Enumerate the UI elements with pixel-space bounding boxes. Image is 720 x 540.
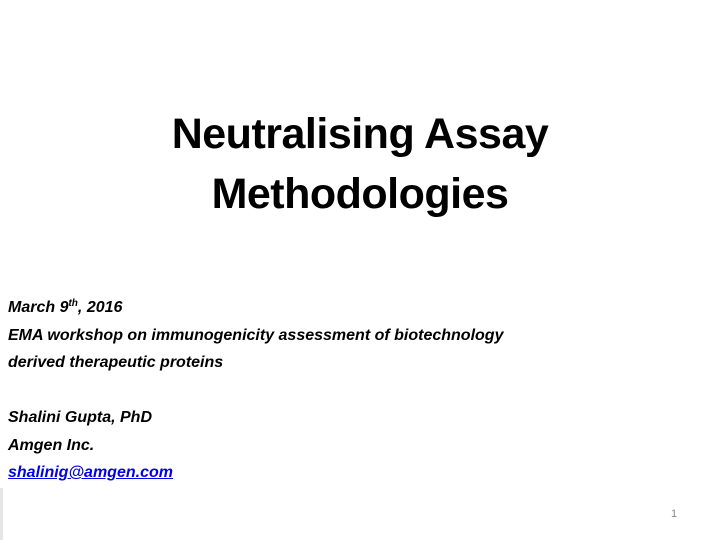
- slide-edge-divider: [0, 488, 3, 540]
- event-name-line-2: derived therapeutic proteins: [8, 354, 224, 371]
- presentation-info: [8, 294, 708, 487]
- presentation-date: [8, 294, 708, 322]
- spacer: [8, 377, 708, 405]
- title-line-1: Neutralising Assay: [171, 110, 549, 158]
- author-affiliation: Amgen Inc.: [8, 436, 95, 454]
- date-prefix: March 9: [8, 299, 69, 316]
- date-superscript: th: [68, 298, 78, 309]
- slide-title: [60, 104, 660, 224]
- title-line-2: Methodologies: [211, 170, 509, 218]
- date-suffix: , 2016: [77, 299, 123, 316]
- event-name-line-1: EMA workshop on immunogenicity assessment of biotechnology: [8, 326, 504, 344]
- page-number: 1: [670, 508, 678, 520]
- author-name: Shalini Gupta, PhD: [8, 409, 153, 426]
- author-email-link[interactable]: shalinig@amgen.com: [8, 464, 173, 481]
